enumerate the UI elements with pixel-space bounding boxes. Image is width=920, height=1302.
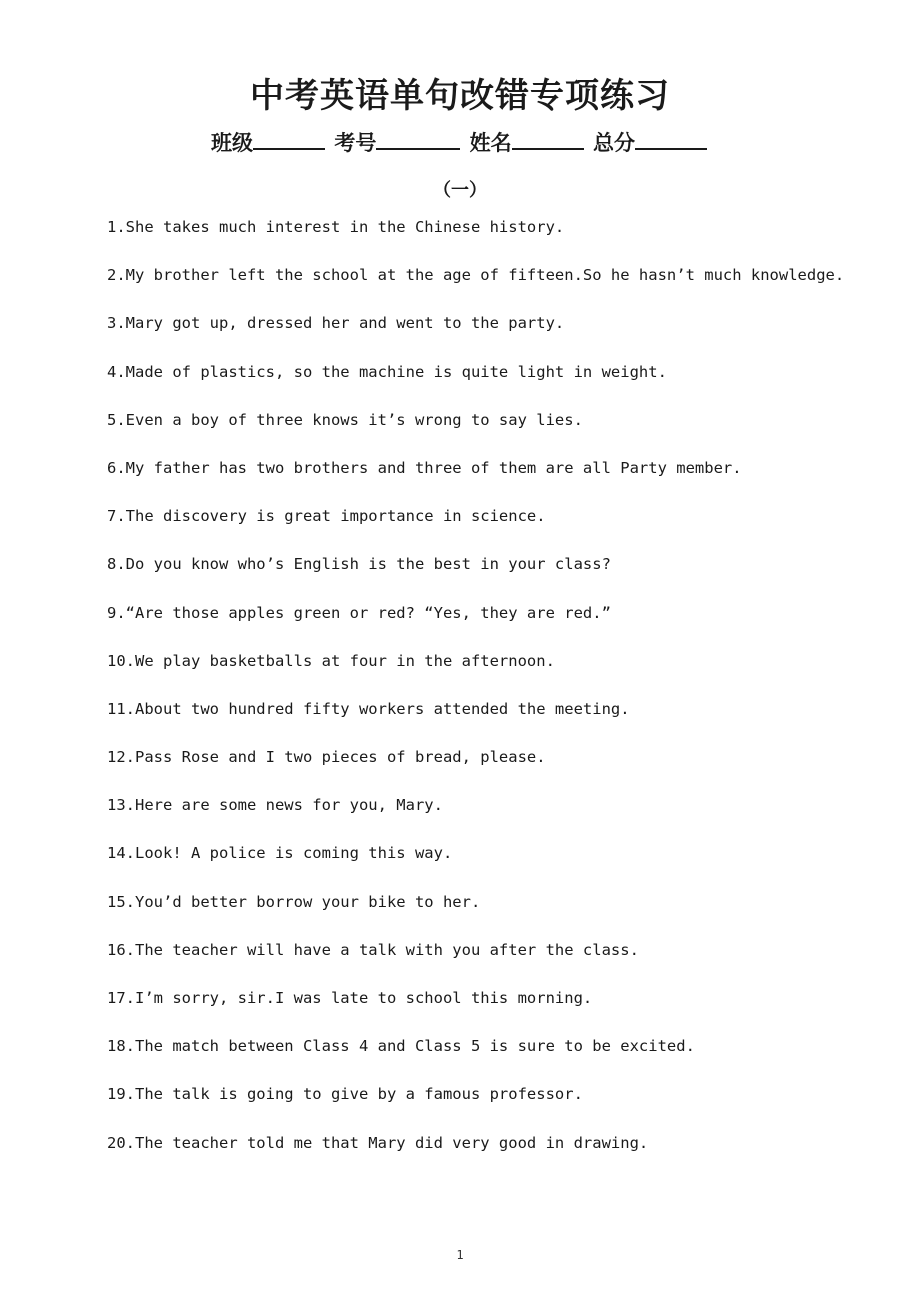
question-item: 9.“Are those apples green or red? “Yes, they are red.” bbox=[107, 603, 611, 622]
name-field bbox=[470, 126, 586, 160]
question-item: 3.Mary got up, dressed her and went to the party. bbox=[107, 314, 565, 333]
exam-number-field bbox=[334, 126, 462, 160]
question-item: 13.Here are some news for you, Mary. bbox=[107, 796, 443, 815]
question-item: 12.Pass Rose and I two pieces of bread, please. bbox=[107, 748, 546, 767]
page-number: 1 bbox=[456, 1248, 464, 1262]
question-item: 4.Made of plastics, so the machine is quite light in weight. bbox=[107, 362, 667, 381]
exam-number-label: 考号 bbox=[334, 131, 377, 155]
total-score-field bbox=[593, 126, 709, 160]
question-item: 14.Look! A police is coming this way. bbox=[107, 844, 453, 863]
question-item: 18.The match between Class 4 and Class 5 is sure to be excited. bbox=[107, 1037, 695, 1056]
question-item: 11.About two hundred fifty workers attended the meeting. bbox=[107, 699, 630, 718]
class-field bbox=[211, 126, 327, 160]
question-item: 1.She takes much interest in the Chinese history. bbox=[107, 218, 565, 236]
question-item: 19.The talk is going to give by a famous professor. bbox=[107, 1085, 583, 1104]
question-item: 2.My brother left the school at the age of fifteen.So he hasn’t much knowledge. bbox=[107, 266, 845, 285]
question-item: 17.I’m sorry, sir.I was late to school this morning. bbox=[107, 989, 593, 1007]
question-item: 20.The teacher told me that Mary did very good in drawing. bbox=[107, 1133, 649, 1152]
question-item: 16.The teacher will have a talk with you after the class. bbox=[107, 940, 639, 959]
student-info-line bbox=[0, 126, 920, 160]
question-list bbox=[107, 214, 897, 1178]
section-heading: （一） bbox=[433, 180, 487, 201]
name-label: 姓名 bbox=[469, 131, 512, 155]
question-item: 15.You’d better borrow your bike to her. bbox=[107, 892, 481, 911]
class-label: 班级 bbox=[211, 131, 254, 155]
total-score-blank[interactable] bbox=[635, 128, 707, 150]
question-item: 6.My father has two brothers and three of them are all Party member. bbox=[107, 458, 742, 477]
total-score-label: 总分 bbox=[592, 131, 635, 155]
question-item: 8.Do you know who’s English is the best in your class? bbox=[107, 555, 611, 574]
page-title: 中考英语单句改错专项练习 bbox=[250, 76, 670, 116]
name-blank[interactable] bbox=[512, 128, 584, 150]
question-item: 10.We play basketballs at four in the afternoon. bbox=[107, 651, 555, 670]
question-item: 5.Even a boy of three knows it’s wrong to say lies. bbox=[107, 410, 583, 429]
class-blank[interactable] bbox=[253, 128, 325, 150]
question-item: 7.The discovery is great importance in science. bbox=[107, 507, 546, 526]
exam-number-blank[interactable] bbox=[376, 128, 460, 150]
